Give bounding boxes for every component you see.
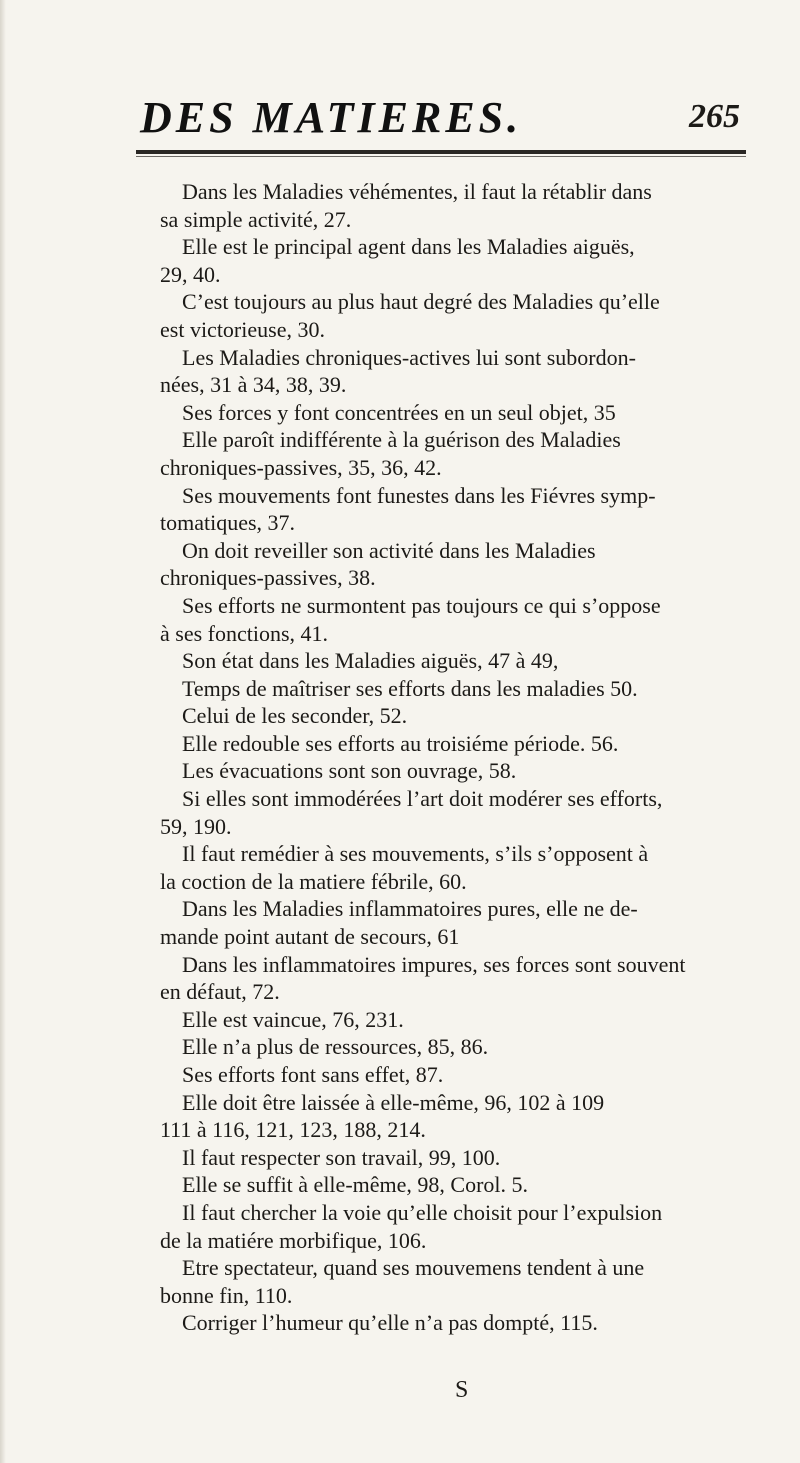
entry-first-line: Il faut chercher la voie qu’elle choisit pour l’expulsion xyxy=(182,1199,663,1225)
entry-first-line: Dans les inflammatoires impures, ses forces sont souvent xyxy=(182,951,686,977)
entry-first-line: Son état dans les Maladies aiguës, 47 à 49, xyxy=(182,648,559,674)
index-entry xyxy=(160,288,740,343)
entry-first-line: Elle est vaincue, 76, 231. xyxy=(182,1006,404,1032)
entry-first-line: Ses efforts ne surmontent pas toujours ce qui s’oppose xyxy=(182,592,661,618)
entry-first-line: Ses forces y font concentrées en un seul objet, 35 xyxy=(182,399,616,425)
entry-continuation-line: 111 à 116, 121, 123, 188, 214. xyxy=(160,1117,426,1143)
index-entry xyxy=(160,426,740,481)
entry-first-line: Il faut remédier à ses mouvements, s’ils s’opposent à xyxy=(182,841,649,867)
entry-first-line: Elle n’a plus de ressources, 85, 86. xyxy=(182,1034,489,1060)
index-entry xyxy=(160,757,740,785)
index-entry xyxy=(160,702,740,730)
entry-continuation-line: la coction de la matiere fébrile, 60. xyxy=(160,868,467,894)
signature-mark: S xyxy=(455,1377,469,1403)
index-entry xyxy=(160,482,740,537)
page-header xyxy=(140,92,740,148)
entry-continuation-line: nées, 31 à 34, 38, 39. xyxy=(160,372,347,398)
header-rule xyxy=(136,150,746,154)
index-entry xyxy=(160,785,740,840)
entry-continuation-line: sa simple activité, 27. xyxy=(160,206,352,232)
entry-first-line: Elle paroît indifférente à la guérison des Maladies xyxy=(182,427,621,453)
entry-first-line: Les Maladies chroniques-actives lui sont subordon- xyxy=(182,344,636,370)
entry-first-line: Temps de maîtriser ses efforts dans les maladies 50. xyxy=(182,675,638,701)
index-entry xyxy=(160,951,740,1006)
index-entry xyxy=(160,592,740,647)
entry-first-line: Les évacuations sont son ouvrage, 58. xyxy=(182,758,517,784)
index-entry xyxy=(160,1254,740,1309)
entry-first-line: Ses efforts font sans effet, 87. xyxy=(182,1062,444,1087)
entry-continuation-line: chroniques-passives, 38. xyxy=(160,565,376,591)
running-title: DES MATIERES. xyxy=(140,93,523,142)
entry-first-line: Ses mouvements font funestes dans les Fiévres symp- xyxy=(182,482,656,508)
index-entry xyxy=(160,895,740,950)
entry-first-line: Dans les Maladies véhémentes, il faut la rétablir dans xyxy=(182,179,652,204)
index-entry xyxy=(160,675,740,703)
index-entry xyxy=(160,399,740,427)
header-rule-thin xyxy=(136,156,746,157)
entry-first-line: Corriger l’humeur qu’elle n’a pas dompté, 115. xyxy=(182,1310,598,1336)
index-entry xyxy=(160,1061,740,1089)
index-entries xyxy=(160,178,740,1337)
index-entry xyxy=(160,344,740,399)
entry-first-line: Elle doit être laissée à elle-même, 96, 102 à 109 xyxy=(182,1089,605,1115)
index-entry xyxy=(160,1089,740,1144)
entry-continuation-line: 59, 190. xyxy=(160,813,232,839)
entry-continuation-line: est victorieuse, 30. xyxy=(160,316,325,342)
entry-first-line: Celui de les seconder, 52. xyxy=(182,703,408,729)
entry-first-line: Elle se suffit à elle-même, 98, Corol. 5. xyxy=(182,1172,529,1198)
entry-continuation-line: 29, 40. xyxy=(160,261,221,287)
index-entry xyxy=(160,1199,740,1254)
entry-continuation-line: de la matiére morbifique, 106. xyxy=(160,1227,427,1253)
index-entry xyxy=(160,233,740,288)
entry-first-line: Il faut respecter son travail, 99, 100. xyxy=(182,1144,501,1170)
index-entry xyxy=(160,840,740,895)
page-binding-edge xyxy=(0,0,6,1463)
index-entry xyxy=(160,1144,740,1172)
entry-continuation-line: bonne fin, 110. xyxy=(160,1282,293,1308)
index-entry xyxy=(160,647,740,675)
page-number: 265 xyxy=(689,98,740,135)
index-entry xyxy=(160,1006,740,1034)
entry-continuation-line: à ses fonctions, 41. xyxy=(160,620,329,646)
entry-continuation-line: mande point autant de secours, 61 xyxy=(160,924,460,950)
entry-continuation-line: tomatiques, 37. xyxy=(160,510,296,536)
entry-continuation-line: chroniques-passives, 35, 36, 42. xyxy=(160,454,442,480)
entry-first-line: On doit reveiller son activité dans les Maladies xyxy=(182,537,596,563)
entry-first-line: Etre spectateur, quand ses mouvemens tendent à une xyxy=(182,1255,645,1281)
entry-first-line: Si elles sont immodérées l’art doit modérer ses efforts, xyxy=(182,786,663,812)
index-entry xyxy=(160,537,740,592)
index-entry xyxy=(160,730,740,758)
index-entry xyxy=(160,1033,740,1061)
index-entry xyxy=(160,1171,740,1199)
entry-first-line: C’est toujours au plus haut degré des Maladies qu’elle xyxy=(182,289,660,315)
index-entry xyxy=(160,178,740,233)
entry-first-line: Elle est le principal agent dans les Maladies aiguës, xyxy=(182,234,635,260)
index-entry xyxy=(160,1309,740,1337)
entry-continuation-line: en défaut, 72. xyxy=(160,979,280,1005)
entry-first-line: Elle redouble ses efforts au troisiéme période. 56. xyxy=(182,730,619,756)
entry-first-line: Dans les Maladies inflammatoires pures, elle ne de- xyxy=(182,896,638,922)
